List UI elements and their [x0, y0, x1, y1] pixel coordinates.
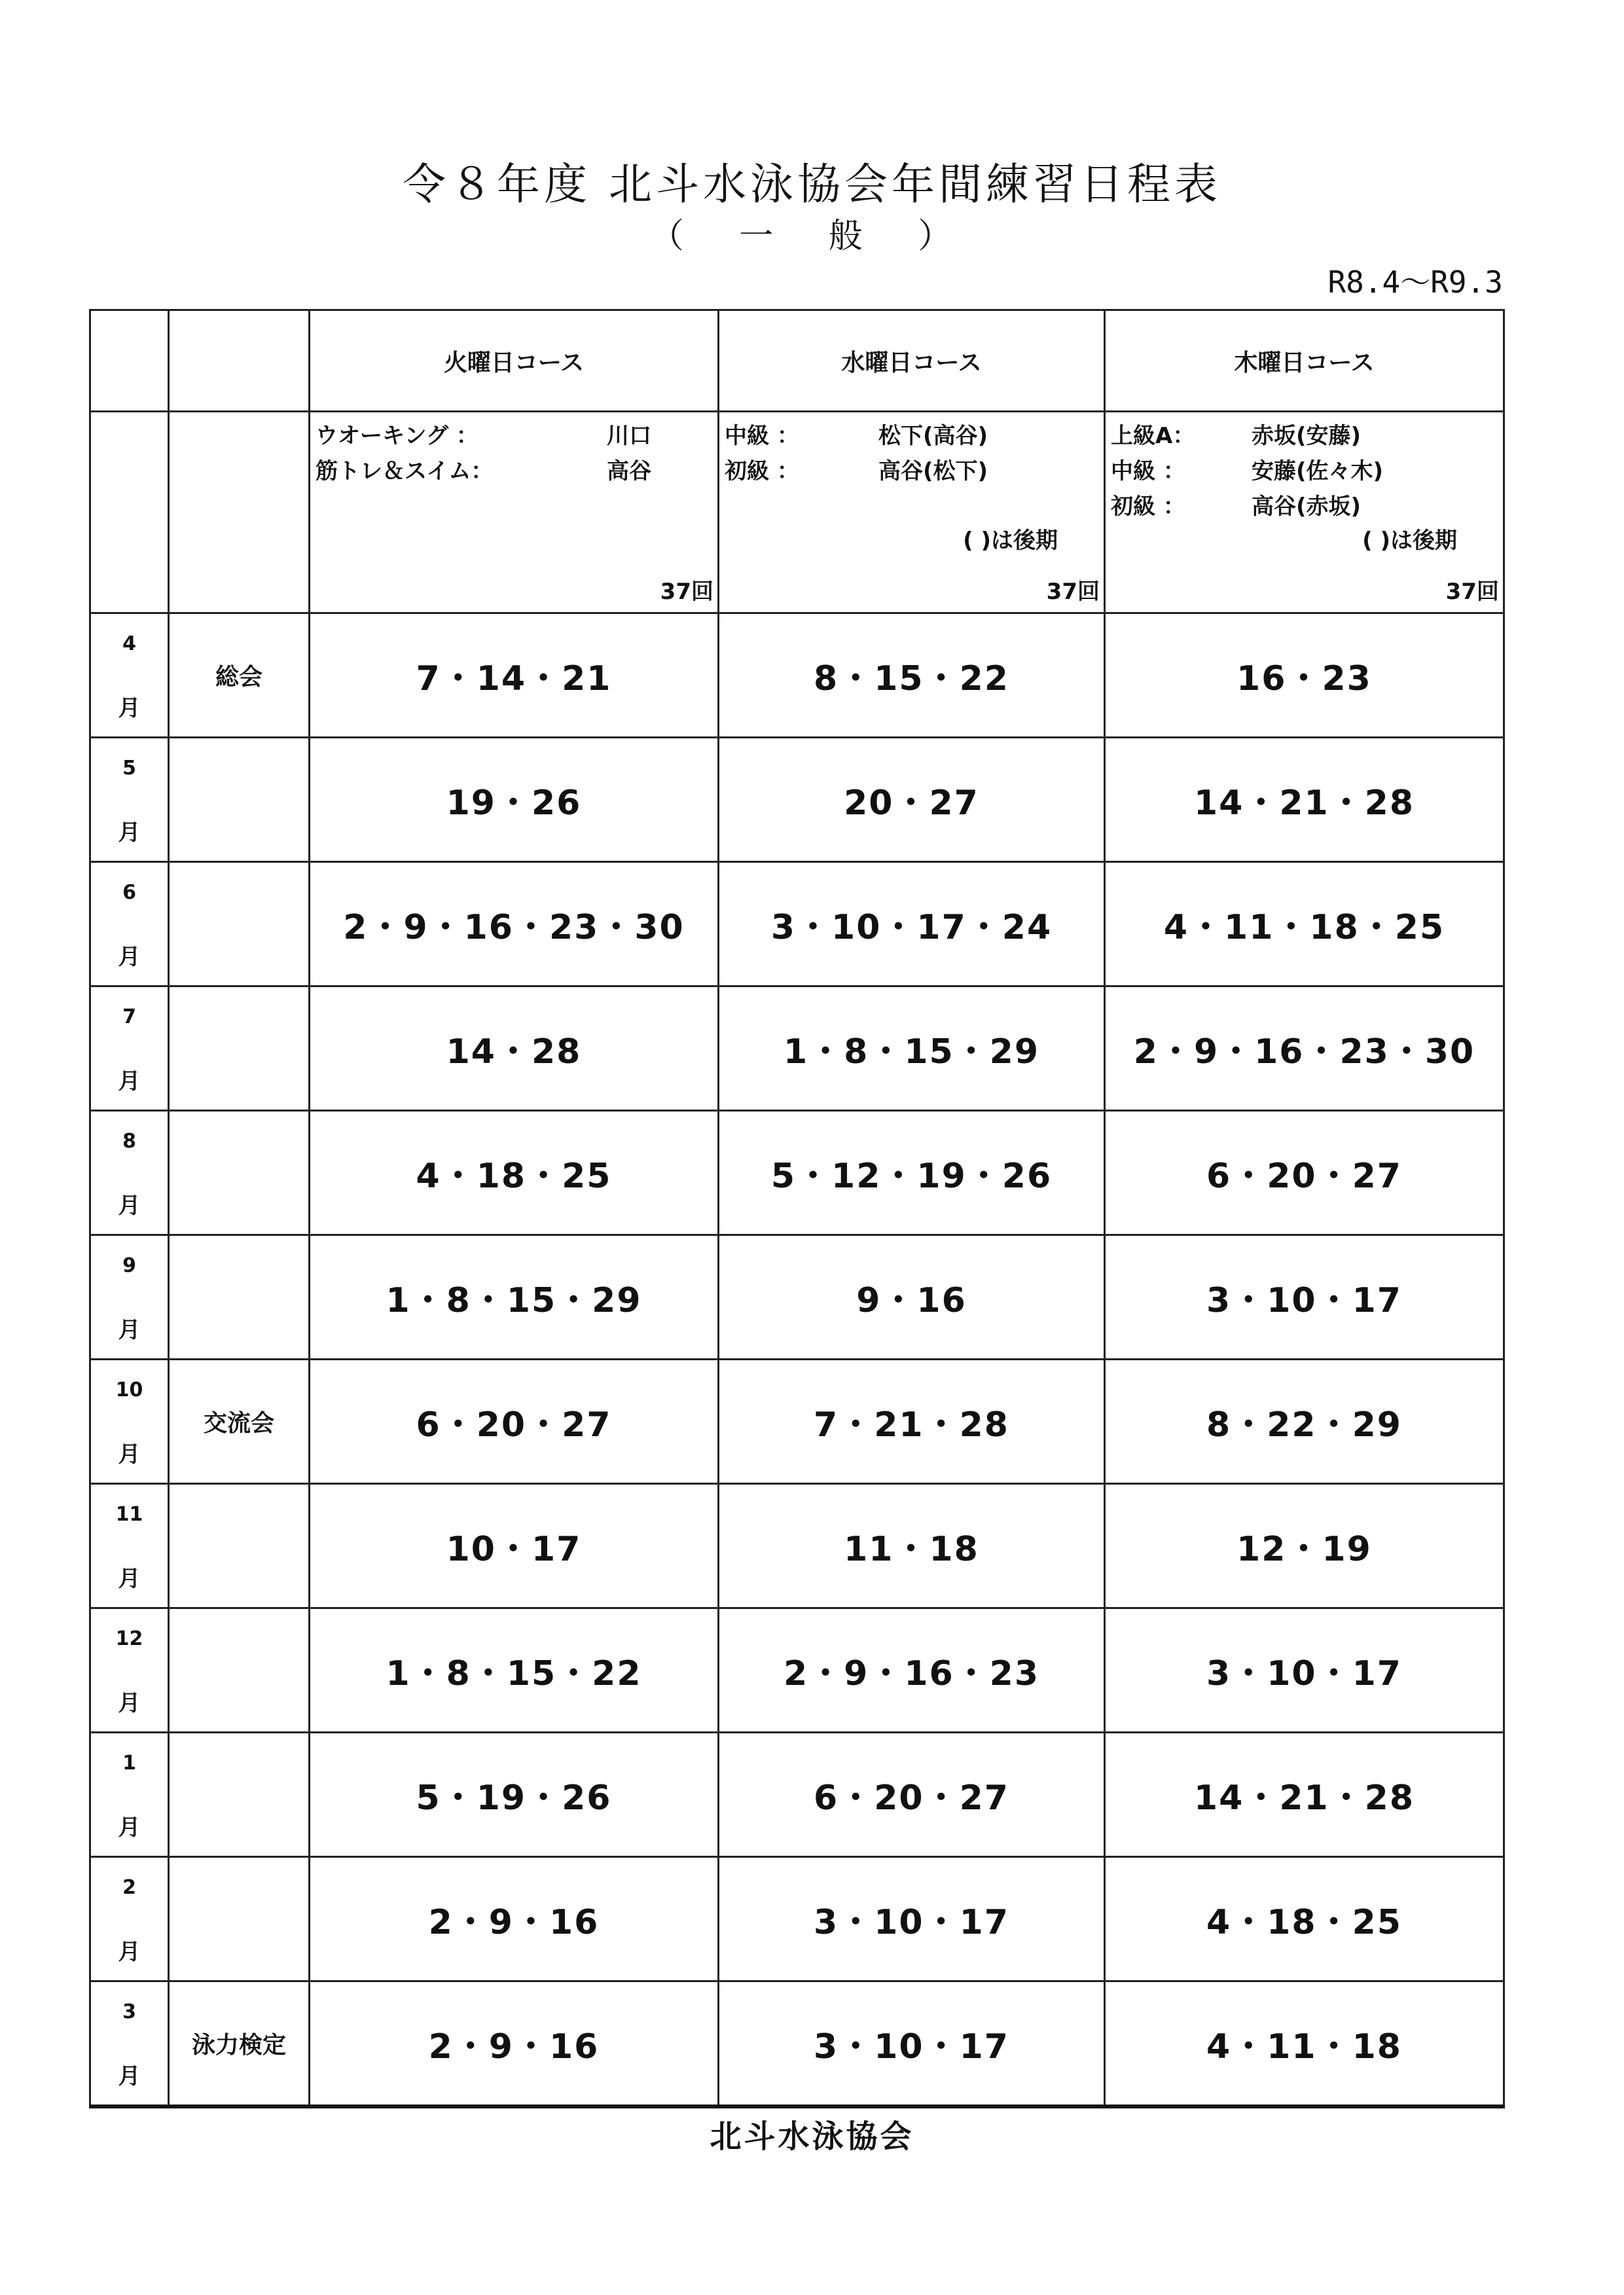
instructor-name: 松下(高谷): [878, 423, 988, 449]
course-header-row: [90, 310, 1504, 412]
month-row: [90, 1981, 1504, 2107]
wed-dates: 7・21・28: [719, 1360, 1105, 1484]
month-row: [90, 1111, 1504, 1235]
month-label: 月: [118, 1690, 141, 1716]
instructor-line: [725, 453, 1098, 484]
tue-dates: 1・8・15・29: [310, 1235, 719, 1360]
thu-dates: 8・22・29: [1105, 1360, 1504, 1484]
month-cell: [90, 1733, 169, 1857]
month-label: 月: [118, 944, 141, 970]
tue-dates: 10・17: [310, 1484, 719, 1608]
wed-dates: 3・10・17: [719, 1981, 1105, 2107]
wed-dates: 6・20・27: [719, 1733, 1105, 1857]
course-level-label: 初級 ：: [725, 458, 799, 484]
tue-dates: 7・14・21: [310, 613, 719, 738]
wed-dates: 2・9・16・23: [719, 1608, 1105, 1733]
month-row: [90, 1360, 1504, 1484]
month-number: 11: [115, 1503, 143, 1526]
month-row: [90, 1484, 1504, 1608]
instructor-cell-thu: [1105, 412, 1504, 613]
tue-dates: 5・19・26: [310, 1733, 719, 1857]
month-cell: [90, 1608, 169, 1733]
month-number: 3: [122, 2000, 136, 2023]
tue-dates: 6・20・27: [310, 1360, 719, 1484]
month-number: 10: [115, 1379, 143, 1401]
instructor-name: 高谷(赤坂): [1252, 494, 1362, 520]
month-label: 月: [118, 1193, 141, 1219]
thu-dates: 4・11・18・25: [1105, 862, 1504, 986]
month-label: 月: [118, 1441, 141, 1468]
instructor-name: 赤坂(安藤): [1252, 423, 1362, 449]
wed-dates: 5・12・19・26: [719, 1111, 1105, 1235]
month-label: 月: [118, 1068, 141, 1094]
event-cell: 総会: [169, 613, 310, 738]
instructor-cell-tue: [310, 412, 719, 613]
course-title-thu: 木曜日コース: [1105, 310, 1504, 412]
course-level-label: 筋トレ＆スイム：: [316, 458, 494, 484]
month-cell: [90, 1235, 169, 1360]
wed-dates: 8・15・22: [719, 613, 1105, 738]
month-cell: [90, 1360, 169, 1484]
tue-dates: 2・9・16: [310, 1981, 719, 2107]
month-row: [90, 1608, 1504, 1733]
footer-organization: 北斗水泳協会: [710, 2118, 914, 2155]
tue-dates: 2・9・16: [310, 1857, 719, 1981]
month-number: 2: [122, 1876, 136, 1899]
event-cell: [169, 1857, 310, 1981]
month-cell: [90, 986, 169, 1111]
course-level-label: ウオーキング ：: [316, 423, 478, 449]
month-cell: [90, 862, 169, 986]
instructor-line: [1111, 418, 1498, 449]
session-count: 37回: [1445, 579, 1499, 605]
tue-dates: 14・28: [310, 986, 719, 1111]
wed-dates: 3・10・17: [719, 1857, 1105, 1981]
month-label: 月: [118, 1939, 141, 1965]
tue-dates: 4・18・25: [310, 1111, 719, 1235]
term-note: ( )は後期: [1362, 528, 1457, 554]
instructor-cell-wed: [719, 412, 1105, 613]
header-blank-month: [90, 310, 169, 412]
course-level-label: 中級 ：: [725, 423, 799, 449]
thu-dates: 2・9・16・23・30: [1105, 986, 1504, 1111]
month-number: 12: [115, 1627, 143, 1650]
tue-dates: 1・8・15・22: [310, 1608, 719, 1733]
instructor-line: [316, 418, 712, 449]
thu-dates: 12・19: [1105, 1484, 1504, 1608]
thu-dates: 4・11・18: [1105, 1981, 1504, 2107]
month-row: [90, 1857, 1504, 1981]
month-number: 1: [122, 1752, 136, 1775]
session-count: 37回: [660, 579, 713, 605]
month-number: 4: [122, 632, 136, 655]
month-cell: [90, 613, 169, 738]
month-number: 5: [122, 757, 136, 780]
instructor-name: 川口: [607, 423, 651, 449]
term-note: ( )は後期: [963, 528, 1058, 554]
month-row: [90, 986, 1504, 1111]
month-label: 月: [118, 1566, 141, 1592]
thu-dates: 6・20・27: [1105, 1111, 1504, 1235]
course-level-label: 中級 ：: [1111, 458, 1185, 484]
event-cell: [169, 738, 310, 862]
thu-dates: 4・18・25: [1105, 1857, 1504, 1981]
instructor-name: 安藤(佐々木): [1252, 458, 1384, 484]
instructor-line: [725, 418, 1098, 449]
month-number: 8: [122, 1130, 136, 1153]
instructor-line: [1111, 488, 1498, 520]
info-blank-event: [169, 412, 310, 613]
month-cell: [90, 1484, 169, 1608]
month-cell: [90, 1111, 169, 1235]
event-cell: [169, 1733, 310, 1857]
wed-dates: 11・18: [719, 1484, 1105, 1608]
instructor-row: [90, 412, 1504, 613]
month-row: [90, 1235, 1504, 1360]
instructor-name: 高谷(松下): [878, 458, 988, 484]
page-subtitle: （ 一 般 ）: [649, 217, 975, 256]
wed-dates: 20・27: [719, 738, 1105, 862]
wed-dates: 9・16: [719, 1235, 1105, 1360]
month-label: 月: [118, 695, 141, 721]
page-title: 令８年度 北斗水泳協会年間練習日程表: [403, 159, 1221, 209]
thu-dates: 16・23: [1105, 613, 1504, 738]
month-number: 7: [122, 1005, 136, 1028]
thu-dates: 3・10・17: [1105, 1608, 1504, 1733]
month-cell: [90, 1857, 169, 1981]
course-level-label: 初級 ：: [1111, 494, 1185, 520]
header-blank-event: [169, 310, 310, 412]
event-cell: [169, 986, 310, 1111]
course-level-label: 上級A：: [1111, 423, 1195, 449]
month-label: 月: [118, 1317, 141, 1343]
schedule-body: [90, 310, 1504, 2107]
month-row: [90, 862, 1504, 986]
month-row: [90, 738, 1504, 862]
period-label: R8.4～R9.3: [1327, 264, 1503, 300]
info-blank-month: [90, 412, 169, 613]
event-cell: [169, 1484, 310, 1608]
instructor-line: [1111, 453, 1498, 484]
event-cell: 泳力検定: [169, 1981, 310, 2107]
course-title-tue: 火曜日コース: [310, 310, 719, 412]
month-row: [90, 613, 1504, 738]
instructor-line: [316, 453, 712, 484]
thu-dates: 3・10・17: [1105, 1235, 1504, 1360]
month-number: 9: [122, 1254, 136, 1277]
wed-dates: 3・10・17・24: [719, 862, 1105, 986]
session-count: 37回: [1046, 579, 1100, 605]
event-cell: [169, 1235, 310, 1360]
tue-dates: 19・26: [310, 738, 719, 862]
event-cell: 交流会: [169, 1360, 310, 1484]
thu-dates: 14・21・28: [1105, 738, 1504, 862]
instructor-name: 高谷: [607, 458, 651, 484]
month-cell: [90, 738, 169, 862]
month-cell: [90, 1981, 169, 2107]
month-row: [90, 1733, 1504, 1857]
event-cell: [169, 862, 310, 986]
event-cell: [169, 1608, 310, 1733]
tue-dates: 2・9・16・23・30: [310, 862, 719, 986]
month-number: 6: [122, 881, 136, 904]
thu-dates: 14・21・28: [1105, 1733, 1504, 1857]
month-label: 月: [118, 820, 141, 846]
wed-dates: 1・8・15・29: [719, 986, 1105, 1111]
event-cell: [169, 1111, 310, 1235]
month-label: 月: [118, 1815, 141, 1841]
month-label: 月: [118, 2063, 141, 2089]
course-title-wed: 水曜日コース: [719, 310, 1105, 412]
schedule-table: [89, 309, 1505, 2108]
